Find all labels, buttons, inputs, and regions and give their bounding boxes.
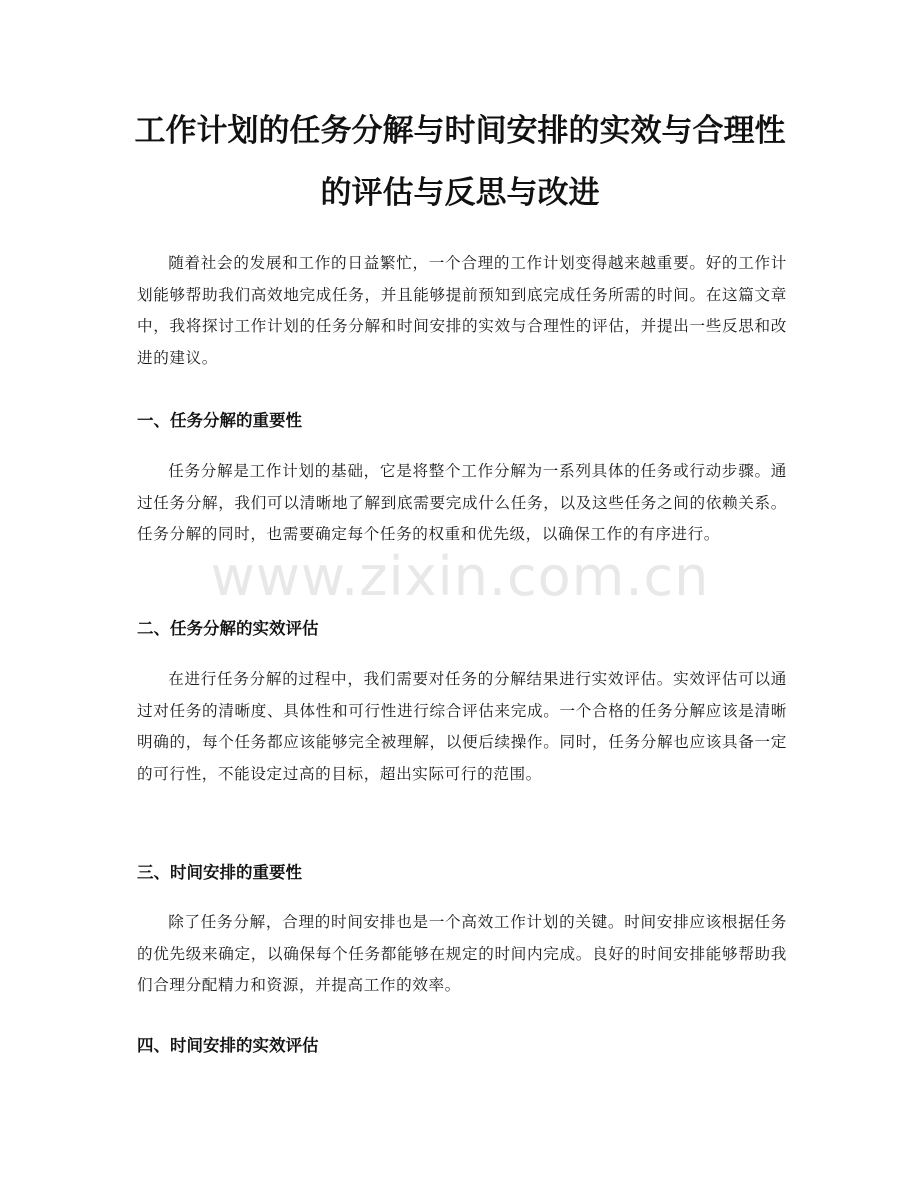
section-body-2: 在进行任务分解的过程中，我们需要对任务的分解结果进行实效评估。实效评估可以通过对任务的清晰度、具体性和可行性进行综合评估来完成。一个合格的任务分解应该是清晰明确的，每个任务都应该能够完全被理解，以便后续操作。同时，任务分解也应该具备一定的可行性，不能设定过高的目标，超出实际可行的范围。: [137, 670, 787, 783]
section-body-1: 任务分解是工作计划的基础，它是将整个工作分解为一系列具体的任务或行动步骤。通过任务分解，我们可以清晰地了解到底需要完成什么任务，以及这些任务之间的依赖关系。任务分解的同时，也需要确定每个任务的权重和优先级，以确保工作的有序进行。: [137, 462, 787, 543]
section-heading-4: 四、时间安排的实效评估: [137, 1036, 319, 1055]
section-heading-3: 三、时间安排的重要性: [137, 863, 302, 882]
document-title: 工作计划的任务分解与时间安排的实效与合理性的评估与反思与改进: [134, 113, 786, 211]
intro-paragraph: 随着社会的发展和工作的日益繁忙，一个合理的工作计划变得越来越重要。好的工作计划能够帮助我们高效地完成任务，并且能够提前预知到底完成任务所需的时间。在这篇文章中，我将探讨工作计划的任务分解和时间安排的实效与合理性的评估，并提出一些反思和改进的建议。: [137, 254, 787, 367]
section-body-3: 除了任务分解，合理的时间安排也是一个高效工作计划的关键。时间安排应该根据任务的优先级来确定，以确保每个任务都能够在规定的时间内完成。良好的时间安排能够帮助我们合理分配精力和资源，并提高工作的效率。: [137, 913, 787, 994]
section-heading-1: 一、任务分解的重要性: [137, 411, 302, 430]
watermark: www.zixin.com.cn: [210, 545, 710, 608]
section-heading-2: 二、任务分解的实效评估: [137, 619, 319, 638]
